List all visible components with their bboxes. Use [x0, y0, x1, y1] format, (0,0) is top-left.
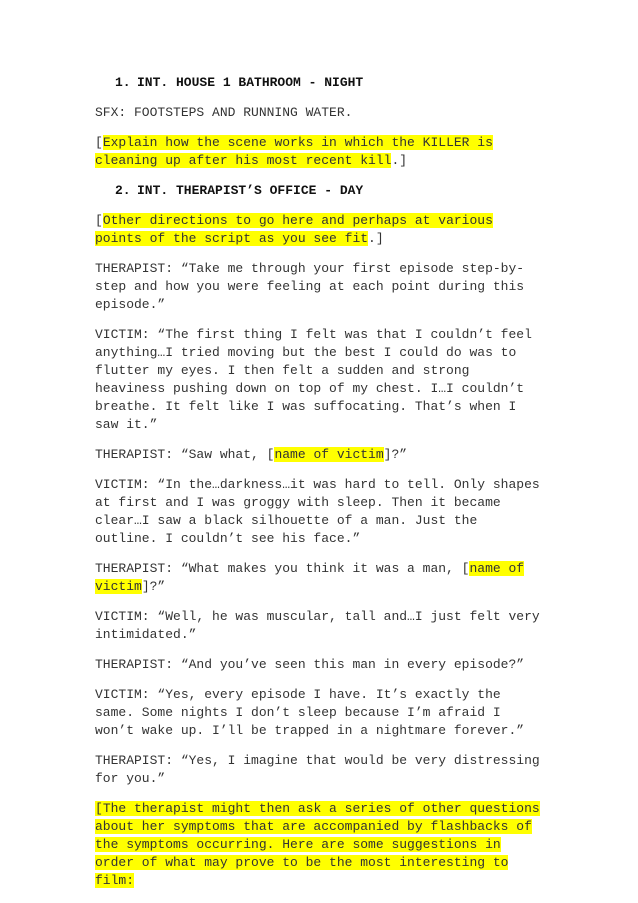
- dialogue-line: VICTIM: “The first thing I felt was that I couldn’t feel anything…I tried moving but the best I could do was to flutter my eyes. I then felt a sudden and strong heaviness pushing down on top of my chest. I…I couldn’t breathe. It felt like I was suffocating. That’s when I saw it.”: [95, 327, 532, 432]
- director-note-2: [95, 212, 545, 248]
- bracket-open: [: [95, 801, 103, 816]
- dialogue-line: THERAPIST: “Yes, I imagine that would be very distressing for you.”: [95, 753, 540, 786]
- bracket-open: [: [95, 135, 103, 150]
- director-note-3: [95, 800, 545, 890]
- dialogue-text: THERAPIST: “What makes you think it was a man, [: [95, 561, 470, 576]
- bracket-close: .]: [368, 231, 384, 246]
- scene-heading-1: [95, 74, 545, 92]
- script-content: [95, 74, 545, 902]
- highlighted-note: Explain how the scene works in which the KILLER is cleaning up after his most recent kill: [95, 135, 493, 168]
- highlighted-placeholder: name of victim: [95, 561, 525, 594]
- dialogue-line: VICTIM: “In the…darkness…it was hard to tell. Only shapes at first and I was groggy with sleep. Then it became clear…I saw a black silhouette of a man. Just the outline. I couldn’t see his face.”: [95, 477, 540, 546]
- highlighted-placeholder: name of victim: [274, 447, 384, 462]
- dialogue-text: ]?”: [383, 447, 408, 462]
- dialogue-line: THERAPIST: “Take me through your first episode step-by-step and how you were feeling at each point during this episode.”: [95, 261, 525, 312]
- dialogue-text: THERAPIST: “Saw what, [: [95, 447, 275, 462]
- dialogue-text: ]?”: [141, 579, 166, 594]
- bracket-close: .]: [391, 153, 408, 168]
- highlighted-note: Other directions to go here and perhaps at various points of the script as you see fit: [95, 213, 493, 246]
- bracket-open: [: [95, 213, 103, 228]
- director-note-1: [95, 134, 545, 170]
- dialogue-line: THERAPIST: “And you’ve seen this man in every episode?”: [95, 657, 525, 672]
- scene-title: INT. THERAPIST’S OFFICE - DAY: [137, 183, 364, 198]
- dialogue-line: [95, 560, 545, 596]
- scene-heading-2: [95, 182, 545, 200]
- scene-number: 2.: [115, 183, 131, 198]
- dialogue-line: VICTIM: “Well, he was muscular, tall and…I just felt very intimidated.”: [95, 609, 540, 642]
- scene-number: 1.: [115, 75, 131, 90]
- highlighted-note: The therapist might then ask a series of other questions about her symptoms that are accompanied by flashbacks of the symptoms occurring. Here are some suggestions in order of what may prove to be the most interesting to film:: [95, 801, 540, 888]
- sfx-line: SFX: FOOTSTEPS AND RUNNING WATER.: [95, 105, 353, 120]
- dialogue-line: VICTIM: “Yes, every episode I have. It’s exactly the same. Some nights I don’t sleep because I’m afraid I won’t wake up. I’ll be trapped in a nightmare forever.”: [95, 687, 525, 738]
- scene-title: INT. HOUSE 1 BATHROOM - NIGHT: [137, 75, 364, 90]
- dialogue-line: [95, 446, 545, 464]
